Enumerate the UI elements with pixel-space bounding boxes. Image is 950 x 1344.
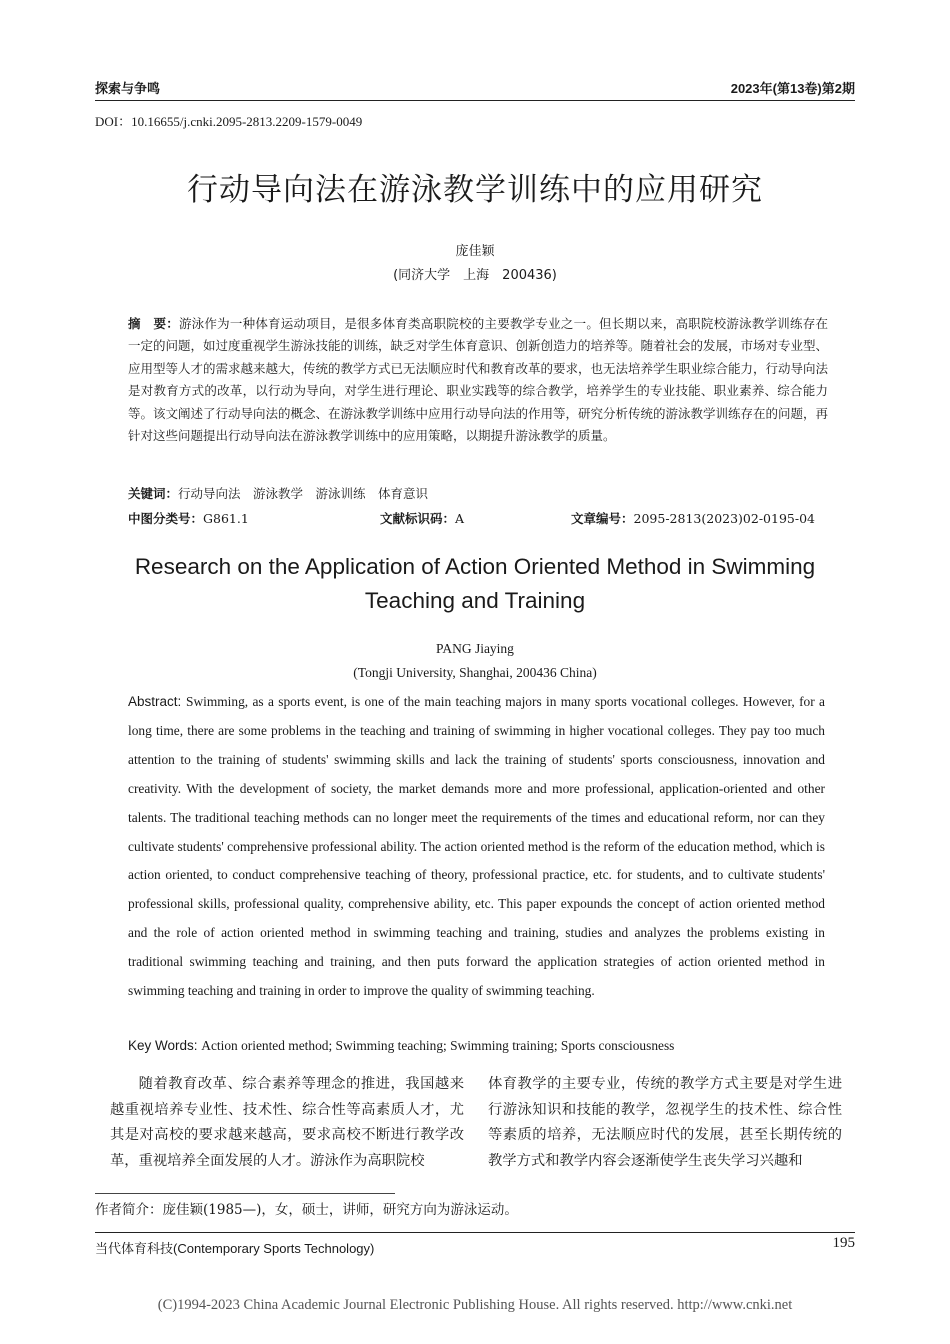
- keywords-cn: [128, 484, 428, 502]
- title-en-line2: Teaching and Training: [364, 588, 586, 613]
- abstract-en-label: Abstract:: [128, 694, 187, 709]
- abstract-cn-text: 游泳作为一种体育运动项目，是很多体育类高职院校的主要教学专业之一。但长期以来，高职院校游泳教学训练存在一定的问题，如过度重视学生游泳技能的训练，缺乏对学生体育意识、创新创造力的培养等。随着社会的发展，市场对专业型、应用型等人才的需求越来越大，传统的教学方式已无法顺应时代和教育改革的要求，也无法培养学生职业综合能力，行动导向法是对教育方式的改革，以行动为导向，对学生进行理论、职业实践等的综合教学，培养学生的专业技能、职业素养、综合能力等。该文阐述了行动导向法的概念、在游泳教学训练中应用行动导向法的作用等，研究分析传统的游泳教学训练存在的问题，再针对这些问题提出行动导向法在游泳教学训练中的应用策略，以期提升游泳教学的质量。: [128, 316, 829, 444]
- abstract-cn-label: 摘 要：: [128, 316, 179, 331]
- footer-rule: [95, 1232, 855, 1233]
- keywords-en: [128, 1038, 674, 1054]
- page-number: 195: [832, 1235, 855, 1251]
- journal-section: 探索与争鸣: [95, 81, 161, 96]
- abstract-en-text: Swimming, as a sports event, is one of the main teaching majors in many sports vocational colleges. However, for a long time, there are some problems in the teaching and training of swimming in higher vocational colleges. They pay too much attention to the training of students' swimming skills and lack the training of students' sports consciousness, innovation and creativity. With the development of society, the market demands more and more professional, application-oriented and other talents. The traditional teaching methods can no longer meet the requirements of the times and educational reform, nor can they cultivate students' comprehensive professional ability. The action oriented method is the reform of the education method, which is action oriented, to conduct comprehensive teaching of theory, professional practice, etc. for students, and to cultivate students' professional skills, professional quality, comprehensive ability, etc. This paper expounds the concept of action oriented method and the role of action oriented method in swimming teaching and training, studies and analyzes the problems existing in traditional swimming teaching and training, and then puts forward the application strategies of action oriented method in swimming teaching and training in order to improve the quality of swimming teaching.: [128, 694, 825, 999]
- copyright-notice: (C)1994-2023 China Academic Journal Electronic Publishing House. All rights reserved. http://www.cnki.net: [157, 1297, 793, 1313]
- keywords-cn-label: 关键词：: [128, 486, 179, 501]
- author-bio-footnote: 作者简介：庞佳颖(1985—)，女，硕士，讲师，研究方向为游泳运动。: [95, 1202, 518, 1218]
- title-en: [95, 550, 855, 618]
- issue-info: 2023年(第13卷)第2期: [730, 81, 855, 96]
- title-en-line1: Research on the Application of Action Oriented Method in Swimming: [134, 554, 816, 579]
- title-cn: 行动导向法在游泳教学训练中的应用研究: [187, 172, 763, 208]
- author-en: PANG Jiaying: [436, 641, 514, 656]
- doi: DOI：10.16655/j.cnki.2095-2813.2209-1579-0049: [95, 114, 363, 129]
- header-rule: [95, 100, 855, 101]
- document-code: 文献标识码：A: [380, 511, 465, 526]
- affiliation-cn: (同济大学 上海 200436): [393, 268, 557, 283]
- clc-code: 中图分类号：G861.1: [128, 511, 249, 526]
- abstract-en: [128, 688, 825, 1006]
- abstract-cn: [128, 313, 828, 447]
- body-column-left: 随着教育改革、综合素养等理念的推进，我国越来越重视培养专业性、技术性、综合性等高素质人才，尤其是对高校的要求越来越高，要求高校不断进行教学改革，重视培养全面发展的人才。游泳作为高职院校: [110, 1076, 464, 1169]
- footnote-rule: [95, 1193, 395, 1194]
- classification-row: [128, 509, 828, 529]
- affiliation-en: (Tongji University, Shanghai, 200436 China): [353, 665, 597, 680]
- author-cn: 庞佳颖: [455, 244, 495, 259]
- article-number: 文章编号：2095-2813(2023)02-0195-04: [571, 511, 815, 526]
- keywords-en-label: Key Words:: [128, 1038, 202, 1053]
- keywords-cn-text: 行动导向法 游泳教学 游泳训练 体育意识: [178, 486, 429, 501]
- body-column-right: 体育教学的主要专业，传统的教学方式主要是对学生进行游泳知识和技能的教学，忽视学生的技术性、综合性等素质的培养，无法顺应时代的发展，甚至长期传统的教学方式和教学内容会逐渐使学生丧失学习兴趣和: [488, 1076, 842, 1169]
- footer-journal: 当代体育科技(Contemporary Sports Technology): [95, 1241, 375, 1256]
- keywords-en-text: Action oriented method; Swimming teaching; Swimming training; Sports consciousness: [201, 1038, 675, 1053]
